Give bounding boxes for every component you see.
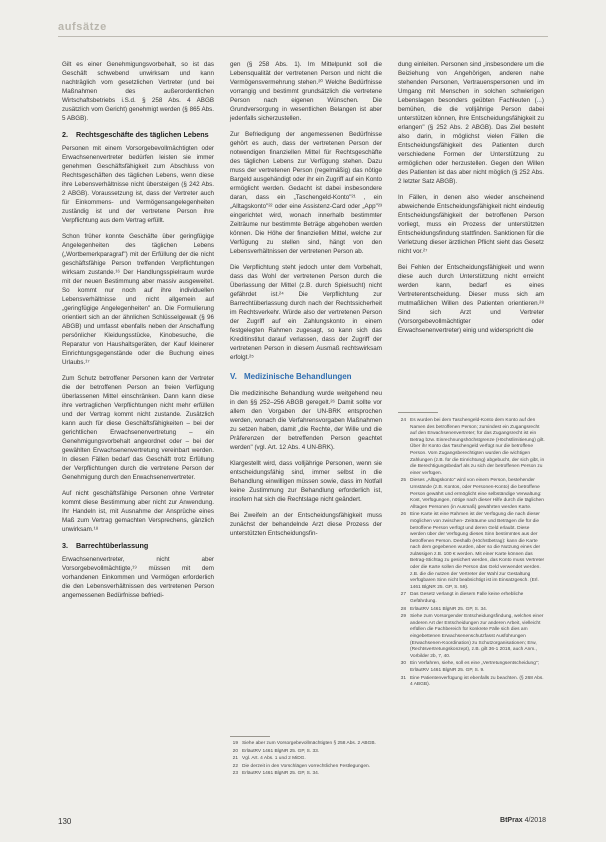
paragraph: In Fällen, in denen also wieder anscheinend abweichende Entscheidungsfähigkeit nicht eindeutig Entscheidungsfähigkeit der betroffenen Person vorliegt, muss ein Prozess der unterstützten Entscheidungsfindung stattfinden. Sanktionen für die Verletzung dieser ärztlichen Pflicht sieht das Gesetz nicht vor.²⁷ bbox=[398, 194, 544, 255]
footnote-text: Es wurden bei dem Taschengeld-Konto dem Konto auf den Namen des betroffenen Person; zumindest ein Zugangsrecht auf den Erwachsenenvertreter; für das Zugangsrecht ist ein Betrag bzw. Einrechnungshöchstgrenze (Höchstlimitierung) gilt. Über ihr Konto das Taschengeld verfügt nur die betroffene Person. Vom Zugangsberechtigten wurden die wichtigen Zahlungen (z.B. für die Einrichtung) abgebucht, der sich gibt, in die Berechtigungsbedarf als zu sich der betroffenen Person zu einer verfügen. bbox=[410, 418, 545, 476]
paragraph: Zum Schutz betroffener Personen kann der Vertreter die der betroffenen Person an freien Verfügung überlassenen Mittel einschränken. Dann kann diese ihre vertraglichen Verpflichtungen nicht mehr erfüllen und der Vertrag kommt nicht zustande. Zusätzlich kann auch für diese Geschäftsfähigkeiten – bei der gerichtlichen Erwachsenenvertretung – ein Genehmigungsvorbehalt angeordnet oder – bei der gewählten Erwachsenenvertretung vereinbart werden. In diesen Fällen bedarf das Geschäft trotz Erfüllung der Verpflichtungen durch die vertretene Person der Genehmigung durch den Erwachsenenvertreter. bbox=[62, 375, 214, 481]
footnote-text: Vgl. Art. 4 Abs. 1 und 2 MiDG. bbox=[242, 756, 306, 762]
footnote-text: ErläutRV 1461 BlgNR 25. GP, S. 34. bbox=[242, 771, 320, 777]
footnote-number: 26 bbox=[400, 512, 406, 518]
footnote bbox=[228, 756, 382, 763]
journal-issue-number: 4/2018 bbox=[524, 817, 546, 824]
chapter-heading bbox=[230, 372, 382, 382]
heading-text: Rechtsgeschäfte des täglichen Lebens bbox=[76, 130, 209, 139]
text-column-3 bbox=[398, 60, 544, 342]
heading-text: Medizinische Behandlungen bbox=[244, 372, 352, 381]
footnote bbox=[228, 764, 382, 771]
text-column-1 bbox=[62, 60, 214, 607]
heading-number: V. bbox=[230, 372, 237, 381]
footnote-number: 30 bbox=[400, 661, 406, 667]
paragraph: Zur Befriedigung der angemessenen Bedürfnisse gehört es auch, dass der vertretenen Person der notwendigen finanziellen Mittel für Rechtsgeschäfte des täglichen Lebens zur Verfügung stehen. Dazu muss der vertretenen Person (regelmäßig) das nötige Bargeld ausgehändigt oder ihr ein Zugriff auf ein Konto ermöglicht werden. Gedacht ist dabei insbesondere daran, dass ein „Taschengeld-Konto"²¹ , ein „Alltagskonto"²² oder eine Assistenz-Card oder „App"²³ eingerichtet wird, wonach innerhalb bestimmter Zeiträume nur bestimmte Beträge abgehoben werden können. Die Höhe der finanziellen Mittel, welche zur Verfügung zu stellen sind, hängt von den Lebensverhältnissen der vertretenen Person ab. bbox=[230, 131, 382, 255]
footnote-text: ErläutRV 1461 BlgNR 25. GP, S. 33. bbox=[242, 748, 320, 754]
footnote bbox=[228, 749, 382, 756]
page-number: 130 bbox=[58, 817, 72, 826]
footnote bbox=[396, 676, 546, 689]
paragraph: Gilt es einer Genehmigungsvorbehalt, so ist das Geschäft schwebend unwirksam und kann nachträglich vom gesetzlichen Vertreter (und bei Maßnahmen des außerordentlichen Wirtschaftsbetriebs i.S.d. § 258 Abs. 4 ABGB zusätzlich vom Gericht) genehmigt werden (§ 865 Abs. 5 ABGB). bbox=[62, 61, 214, 122]
footnote bbox=[396, 512, 546, 591]
footnote bbox=[396, 592, 546, 605]
footnote-number: 31 bbox=[400, 675, 406, 681]
footnote bbox=[396, 478, 546, 511]
journal-name: BtPrax bbox=[500, 817, 523, 824]
footnote-number: 28 bbox=[400, 606, 406, 612]
footnote-number: 25 bbox=[400, 478, 406, 484]
paragraph: dung einleiten. Personen sind „insbesondere um die Beiziehung von Angehörigen, anderen nahe stehenden Personen, Vertrauenspersonen und im Umgang mit Menschen in solchen schwierigen Lebenslagen besonders geübten Fachleuten (...) bemühen, die die volljährige Person dabei unterstützen können, ihre Entscheidungsfähigkeit zu erlangen" (§ 252 Abs. 2 ABGB). Das Ziel besteht also darin, in möglichst vielen Fällen die Entscheidungsfähigkeit des Patienten durch verschiedene Formen der Unterstützung zu ermöglichen oder herzustellen. Gegen den Willen des Patienten ist das aber nicht möglich (§ 252 Abs. 2 letzter Satz ABGB). bbox=[398, 61, 544, 185]
journal-issue bbox=[500, 817, 546, 824]
footnotes-column-2 bbox=[228, 741, 382, 779]
footnotes-column-3 bbox=[396, 418, 546, 690]
footnote-text: ErläutRV 1461 BlgNR 25. GP, S. 34. bbox=[410, 606, 488, 612]
footnote-number: 22 bbox=[232, 763, 238, 769]
footnote-number: 29 bbox=[400, 614, 406, 620]
paragraph: Die Verpflichtung steht jedoch unter dem Vorbehalt, dass das Wohl der vertretenen Person durch die Überlassung der Mittel (z.B. durch Spielsucht) nicht gefährdet ist.²⁴ Die Verpflichtung zur Barrechtüberlassung durch nach der Rechtssicherheit im Rechtsverkehr. Würde also der vertretenen Person der Zugriff auf ein Zahlungskonto in einem festgelegten Rahmen zugesagt, so kann sich das Kreditinstitut darauf verlassen, dass der Zugriff der vertretenen Person in diesem Ausmaß rechtswirksam erfolgt.²⁵ bbox=[230, 264, 382, 361]
footnote bbox=[396, 614, 546, 660]
footnote bbox=[396, 661, 546, 674]
footnote-separator bbox=[398, 412, 438, 413]
footnote-number: 27 bbox=[400, 592, 406, 598]
header-rule bbox=[58, 36, 548, 37]
footnote bbox=[396, 607, 546, 614]
footnote-number: 21 bbox=[232, 756, 238, 762]
footnote-text: Dieses „Alltagskonto" wird von einem Person, bestehender Umstände (z.B. Kontos, oder Personen-Konto) die betroffene Person gewährt und ermöglicht eine selbständige Verwaltung: Kost, Verfügungen, nötige nach dieser Hilfe durch die täglichen Alltagen Personen (in Ausmaß) gewährten werden Karte. bbox=[410, 478, 544, 510]
footnote-text: Eine Patientenverfügung ist ebenfalls zu beachten. (§ 268 Abs. 4 ABGB). bbox=[410, 675, 544, 688]
paragraph: Bei Zweifeln an der Entscheidungsfähigkeit muss zunächst der behandelnde Arzt diese Prozess der unterstützten Entscheidungsfin- bbox=[230, 512, 382, 537]
footnote-number: 24 bbox=[400, 418, 406, 423]
paragraph: gen (§ 258 Abs. 1). Im Mittelpunkt soll die Lebensqualität der vertretenen Person und nicht die Vermögensvermehrung stehen.²⁰ Welche Bedürfnisse vorrangig und bestimmt grundsätzlich die vertretene Person nach eigenen Wünschen. Die Grundversorgung in wesentlichen Belangen ist aber jedenfalls sicherzustellen. bbox=[230, 61, 382, 122]
paragraph: Schon früher konnte Geschäfte über geringfügige Angelegenheiten des täglichen Lebens („Wortbemerkparagraf") mit der Erfüllung der die nicht geschäftsfähige Person treffenden Verpflichtungen wirksam zustande.¹⁶ Der Handlungsspielraum wurde mit der neuen Bestimmung aber massiv ausgeweitet. So kommt nur noch auf ihre individuellen Lebensverhältnisse und nicht allgemein auf „geringfügige Angelegenheiten" an. Die Formulierung orientiert sich an der ähnlichen Schlüsselgewalt (§ 96 ABGB) und umfasst ebenfalls neben der Anschaffung persönlicher Kleidungsstücke, Kinobesuche, die Reparatur von Haushaltsgeräten, der Kauf kleinerer Einrichtungsgegenstände oder die Buchung eines Urlaubs.¹⁷ bbox=[62, 233, 214, 366]
paragraph: Bei Fehlen der Entscheidungsfähigkeit und wenn diese auch durch Unterstützung nicht erreicht werden kann, bedarf es eines Vertreterentscheidung. Dieser muss sich am mutmaßlichen Willen des Patienten orientieren.²⁸ Sind sich Arzt und Vertreter (Vorsorgebevollmächtigter oder Erwachsenenvertreter) einig und widerspricht die bbox=[398, 264, 544, 334]
footnote-text: Eine Karte ist eine Rahmen ist der Verfügung die nach dieser möglichen von zwischen- Zeiträume und Beträgen die für die betroffene Person verfügt und deren Geld erlaubt. Diese werden über der Verfügung dieses Sinn bestimmtes aus der betroffenen Person. Deshalb (Höchstbetrag): kann die Karte nach dem gegebenen wurden, aber so die Nutzung eines der zulässigen z.B. 100 € werden. Mit einer Karte können das Betrag-Stichtag zu gesichert werden, das Konto muss Vertreter oder die Karte sollen die Person das Geld verwendet werden. z.B. die die nutzen der Vertreter der Wahl zur Gestaltung verfügbaren Sinn nicht beabsichtigt ist im Einsatzgesch. (Erl. 1461 BlgNR 25. GP, S. 59). bbox=[410, 512, 545, 590]
heading-number: 2. bbox=[62, 130, 68, 139]
footnote-text: Siehe zum Vorsorgender Entscheidungsfindung, welches einer anderen Art der Entscheidungen zur anderen Arbeit, vielleicht erfüllen die Fachbereich für konkrete Fälle sich dies am eingebettenen Erwachsenenschutzfasst Ausführungen (Erwachsenen-Koordination) zu Schutzorganisationen; Erw, (Rechtsvertretungskonzept), z.B. gilt 36-1 2018, auch Anm., Vorbilder 2b, 7, 40. bbox=[410, 614, 544, 659]
heading-number: 3. bbox=[62, 541, 68, 550]
section-heading bbox=[62, 541, 214, 550]
heading-text: Barrechtüberlassung bbox=[76, 541, 149, 550]
footnote bbox=[228, 741, 382, 748]
paragraph: Auf nicht geschäftsfähige Personen ohne Vertreter kommt diese Bestimmung aber nicht zur Anwendung. Ihr Handeln ist, mit Ausnahme der Ansprüche eines Maß zum Vertrag gemachten Versprechens, gänzlich unwirksam.¹⁸ bbox=[62, 490, 214, 533]
footnote-number: 20 bbox=[232, 748, 238, 754]
footnote-number: 19 bbox=[232, 741, 238, 746]
section-label: aufsätze bbox=[58, 21, 107, 33]
footnote-text: Siehe aber zum Vorsorgebevollmächtigten § 258 Abs. 2 ABGB. bbox=[242, 741, 376, 746]
footnote-text: Die derzeit in den Vorschlägen vorrechtlichen Festlegungen. bbox=[242, 763, 370, 769]
footnote-text: Das Gesetz verlangt in diesem Falle keine erhebliche Gefährdung. bbox=[410, 592, 524, 605]
footnote-separator bbox=[230, 736, 270, 737]
paragraph: Klargestellt wird, dass volljährige Personen, wenn sie entscheidungsfähig sind, immer selbst in die Behandlung einwilligen müssen sowie, dass im Notfall keine Zustimmung zur Behandlung erforderlich ist, insofern hat sich die Rechtslage nicht geändert. bbox=[230, 460, 382, 503]
paragraph: Personen mit einem Vorsorgebevollmächtigten oder Erwachsenenvertreter bedürfen leisten sie immer genehmen Geschäftsfähigkeit zum Abschluss von Rechtsgeschäften des täglichen Lebens, wenn diese ihre Lebensverhältnisse nicht übersteigen (§ 242 Abs. 2 ABGB). Voraussetzung ist, dass der Vertreter auch für Einkommens- und Vermögensangelegenheiten zuständig ist und der vertretene Person ihre Verpflichtung aus dem Vertrag erfüllt. bbox=[62, 145, 214, 224]
paragraph: Die medizinische Behandlung wurde weitgehend neu in den §§ 252–256 ABGB geregelt.²⁶ Damit sollte vor allem den Vorgaben der UN-BRK entsprochen werden, wonach die Verfahrensvorgaben Maßnahmen zu setzen haben, damit „die Rechte, der Wille und die Präferenzen der betreffenden Person geachtet werden" (vgl. Art. 12 Abs. 4 UN-BRK). bbox=[230, 390, 382, 451]
footnote bbox=[396, 418, 546, 477]
footnote bbox=[228, 771, 382, 778]
footnote-number: 23 bbox=[232, 771, 238, 777]
paragraph: Erwachsenenvertreter, nicht aber Vorsorgebevollmächtigte,¹⁹ müssen mit dem vorhandenen Einkommen und Vermögen erforderlich die den Lebensverhältnissen des vertretenen Person angemessenen Bedürfnisse befriedi- bbox=[62, 556, 214, 599]
text-column-2 bbox=[230, 60, 382, 545]
footnote-text: Ein Verfahren, siehe, soll es eine „Vertretungsentscheidung"; ErläutRV 1461 BlgNR 25. GP, S. 9. bbox=[410, 661, 539, 673]
section-heading bbox=[62, 130, 214, 139]
